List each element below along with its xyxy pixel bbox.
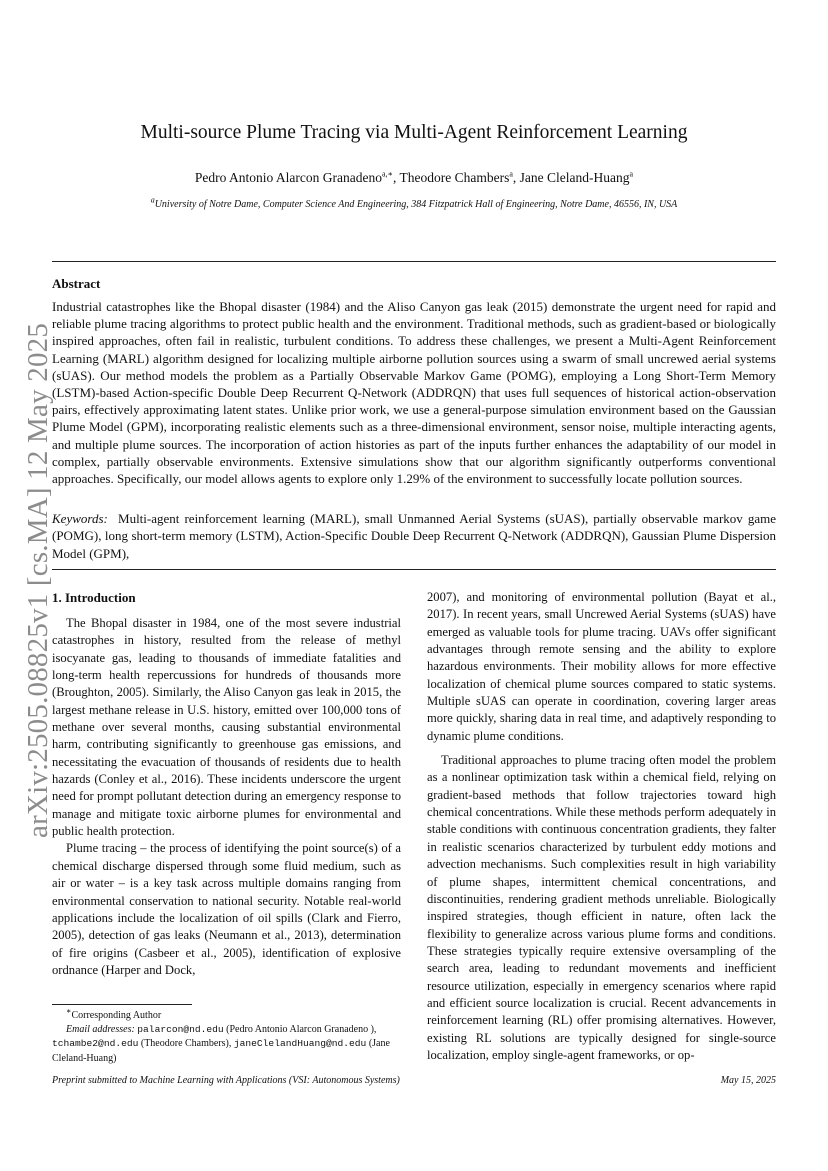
author-separator: , xyxy=(512,170,520,185)
left-column xyxy=(52,589,401,979)
email-link[interactable]: tchambe2@nd.edu xyxy=(52,1038,139,1050)
email-owner: (Jane Cleland-Huang) xyxy=(52,1038,390,1064)
body-paragraph: Plume tracing – the process of identifying the point source(s) of a chemical discharge dispersed through some fluid medium, such as air or water – is a key task across multiple domains ranging from environmental conservation to national security. Notable real-world applications include the localization of oil spills (Clark and Fierro, 2005), detection of gas leaks (Neumann et al., 2013), determination of fire origins (Casbeer et al., 2005), identification of explosive ordnance (Harper and Dock, xyxy=(52,841,401,977)
divider xyxy=(52,261,776,262)
abstract-heading: Abstract xyxy=(52,276,101,291)
body-paragraph: The Bhopal disaster in 1984, one of the most severe industrial catastrophes in history, resulted from the release of methyl isocyanate gas, leading to thousands of immediate fatalities and long-term health repercussions for hundreds of thousands more (Broughton, 2005). Similarly, the Aliso Canyon gas leak in 2015, the largest methane release in U.S. history, emitted over 100,000 tons of methane over several months, causing substantial environmental harm, contributing significantly to greenhouse gas emissions, and necessitating the evacuation of thousands of residents due to health hazards (Conley et al., 2016). These incidents underscore the urgent need for prompt pollutant detection during an emergency response to manage and mitigate toxic airborne plumes for environmental and public health protection. xyxy=(52,616,401,839)
affiliation-text: University of Notre Dame, Computer Science And Engineering, 384 Fitzpatrick Hall of Engineering, Notre Dame, 46556, IN, USA xyxy=(154,199,678,210)
arxiv-stamp: arXiv:2505.08825v1 [cs.MA] 12 May 2025 xyxy=(22,322,54,838)
footnote-emails xyxy=(52,1023,401,1066)
author-marks: a,∗ xyxy=(382,169,393,179)
author-marks: a xyxy=(629,169,634,179)
footnote-corresponding xyxy=(52,1006,401,1023)
keywords-text: Multi-agent reinforcement learning (MARL), small Unmanned Aerial Systems (sUAS), partially observable markov game (POMG), long short-term memory (LSTM), Action-Specific Double Deep Recurrent Q-Network (ADDRQN), Gaussian Plume Dispersion Model (GPM), xyxy=(52,511,776,561)
keywords-label: Keywords: xyxy=(52,511,108,526)
body-paragraph: 2007), and monitoring of environmental pollution (Bayat et al., 2017). In recent years, small Uncrewed Aerial Systems (sUAS) have emerged as valuable tools for plume tracing. UAVs offer significant advantages through remote sensing and the ability to explore hazardous environments. Their mobility allows for more effective localization of chemical plume sources compared to static systems. Multiple sUAS can operate in coordination, covering larger areas more quickly, sharing data in real time, and adaptively responding to dynamic plume conditions. xyxy=(427,590,776,743)
section-heading: 1. Introduction xyxy=(52,590,136,605)
footnote-mark: ∗ xyxy=(66,1006,72,1016)
divider xyxy=(52,569,776,570)
footnote-corresponding-text: Corresponding Author xyxy=(71,1010,162,1021)
body-paragraph: Traditional approaches to plume tracing often model the problem as a nonlinear optimization task within a chemical field, relying on gradient-based methods that follow trajectories toward high chemical concentrations. While these methods perform adequately in stable conditions with continuous concentration gradients, they falter in realistic scenarios characterized by turbulent eddy motions and advection mechanisms. Such complexities result in high variability of plume shapes, intermittent chemical concentrations, and discontinuities, rendering gradient methods unreliable. Biologically inspired strategies, though efficient in nature, often lack the flexibility to generalize across various plume forms and conditions. These strategies typically require extensive oversampling of the search area, leading to redundant movements and inefficient resource utilization, especially in emergency scenarios where rapid and efficient source localization is crucial. Recent advancements in reinforcement learning (RL) offer promising alternatives. However, existing RL solutions are typically designed for single-source localization, employ single-agent frameworks, or op- xyxy=(427,753,776,1062)
affiliation-mark: a xyxy=(150,195,155,205)
right-column xyxy=(427,589,776,1064)
abstract-text: Industrial catastrophes like the Bhopal disaster (1984) and the Aliso Canyon gas leak (2015) demonstrate the urgent need for rapid and reliable plume tracing algorithms to protect public health and the environment. Traditional methods, such as gradient-based or biologically inspired approaches, often fail in realistic, turbulent conditions. To address these challenges, we present a Multi-Agent Reinforcement Learning (MARL) algorithm designed for localizing multiple airborne pollution sources using a swarm of small uncrewed aerial systems (sUAS). Our method models the problem as a Partially Observable Markov Game (POMG), employing a Long Short-Term Memory (LSTM)-based Action-specific Double Deep Recurrent Q-Network (ADDRQN) that uses full sequences of historical action-observation pairs, effectively approximating latent states. Unlike prior work, we use a general-purpose simulation environment based on the Gaussian Plume Model (GPM), incorporating realistic elements such as a three-dimensional environment, sensor noise, multiple interacting agents, and multiple plume sources. The incorporation of action histories as part of the inputs further enhances the adaptability of our model in complex, partially observable environments. Extensive simulations show that our algorithm significantly outperforms conventional approaches. Specifically, our model allows agents to explore only 1.29% of the environment to successfully locate pollution sources. xyxy=(52,299,776,487)
keywords xyxy=(52,510,776,562)
author-name: Theodore Chambers xyxy=(399,170,510,185)
affiliation xyxy=(0,195,828,212)
author-name: Jane Cleland-Huang xyxy=(519,170,630,185)
author-marks: a xyxy=(509,169,513,179)
author-separator: , xyxy=(393,170,400,185)
footer-venue: Preprint submitted to Machine Learning with Applications (VSI: Autonomous Systems) xyxy=(52,1075,400,1086)
email-link[interactable]: janeClelandHuang@nd.edu xyxy=(233,1038,367,1050)
email-owner: (Theodore Chambers), xyxy=(138,1038,234,1050)
author-name: Pedro Antonio Alarcon Granadeno xyxy=(194,170,382,185)
footer-date: May 15, 2025 xyxy=(720,1075,776,1086)
email-owner: (Pedro Antonio Alarcon Granadeno ), xyxy=(223,1024,377,1036)
footnote xyxy=(52,1006,401,1066)
footnote-rule xyxy=(52,1004,192,1005)
email-link[interactable]: palarcon@nd.edu xyxy=(137,1024,224,1036)
email-label: Email addresses: xyxy=(66,1024,135,1036)
author-list xyxy=(0,168,828,188)
paper-title: Multi-source Plume Tracing via Multi-Agent Reinforcement Learning xyxy=(140,122,688,143)
